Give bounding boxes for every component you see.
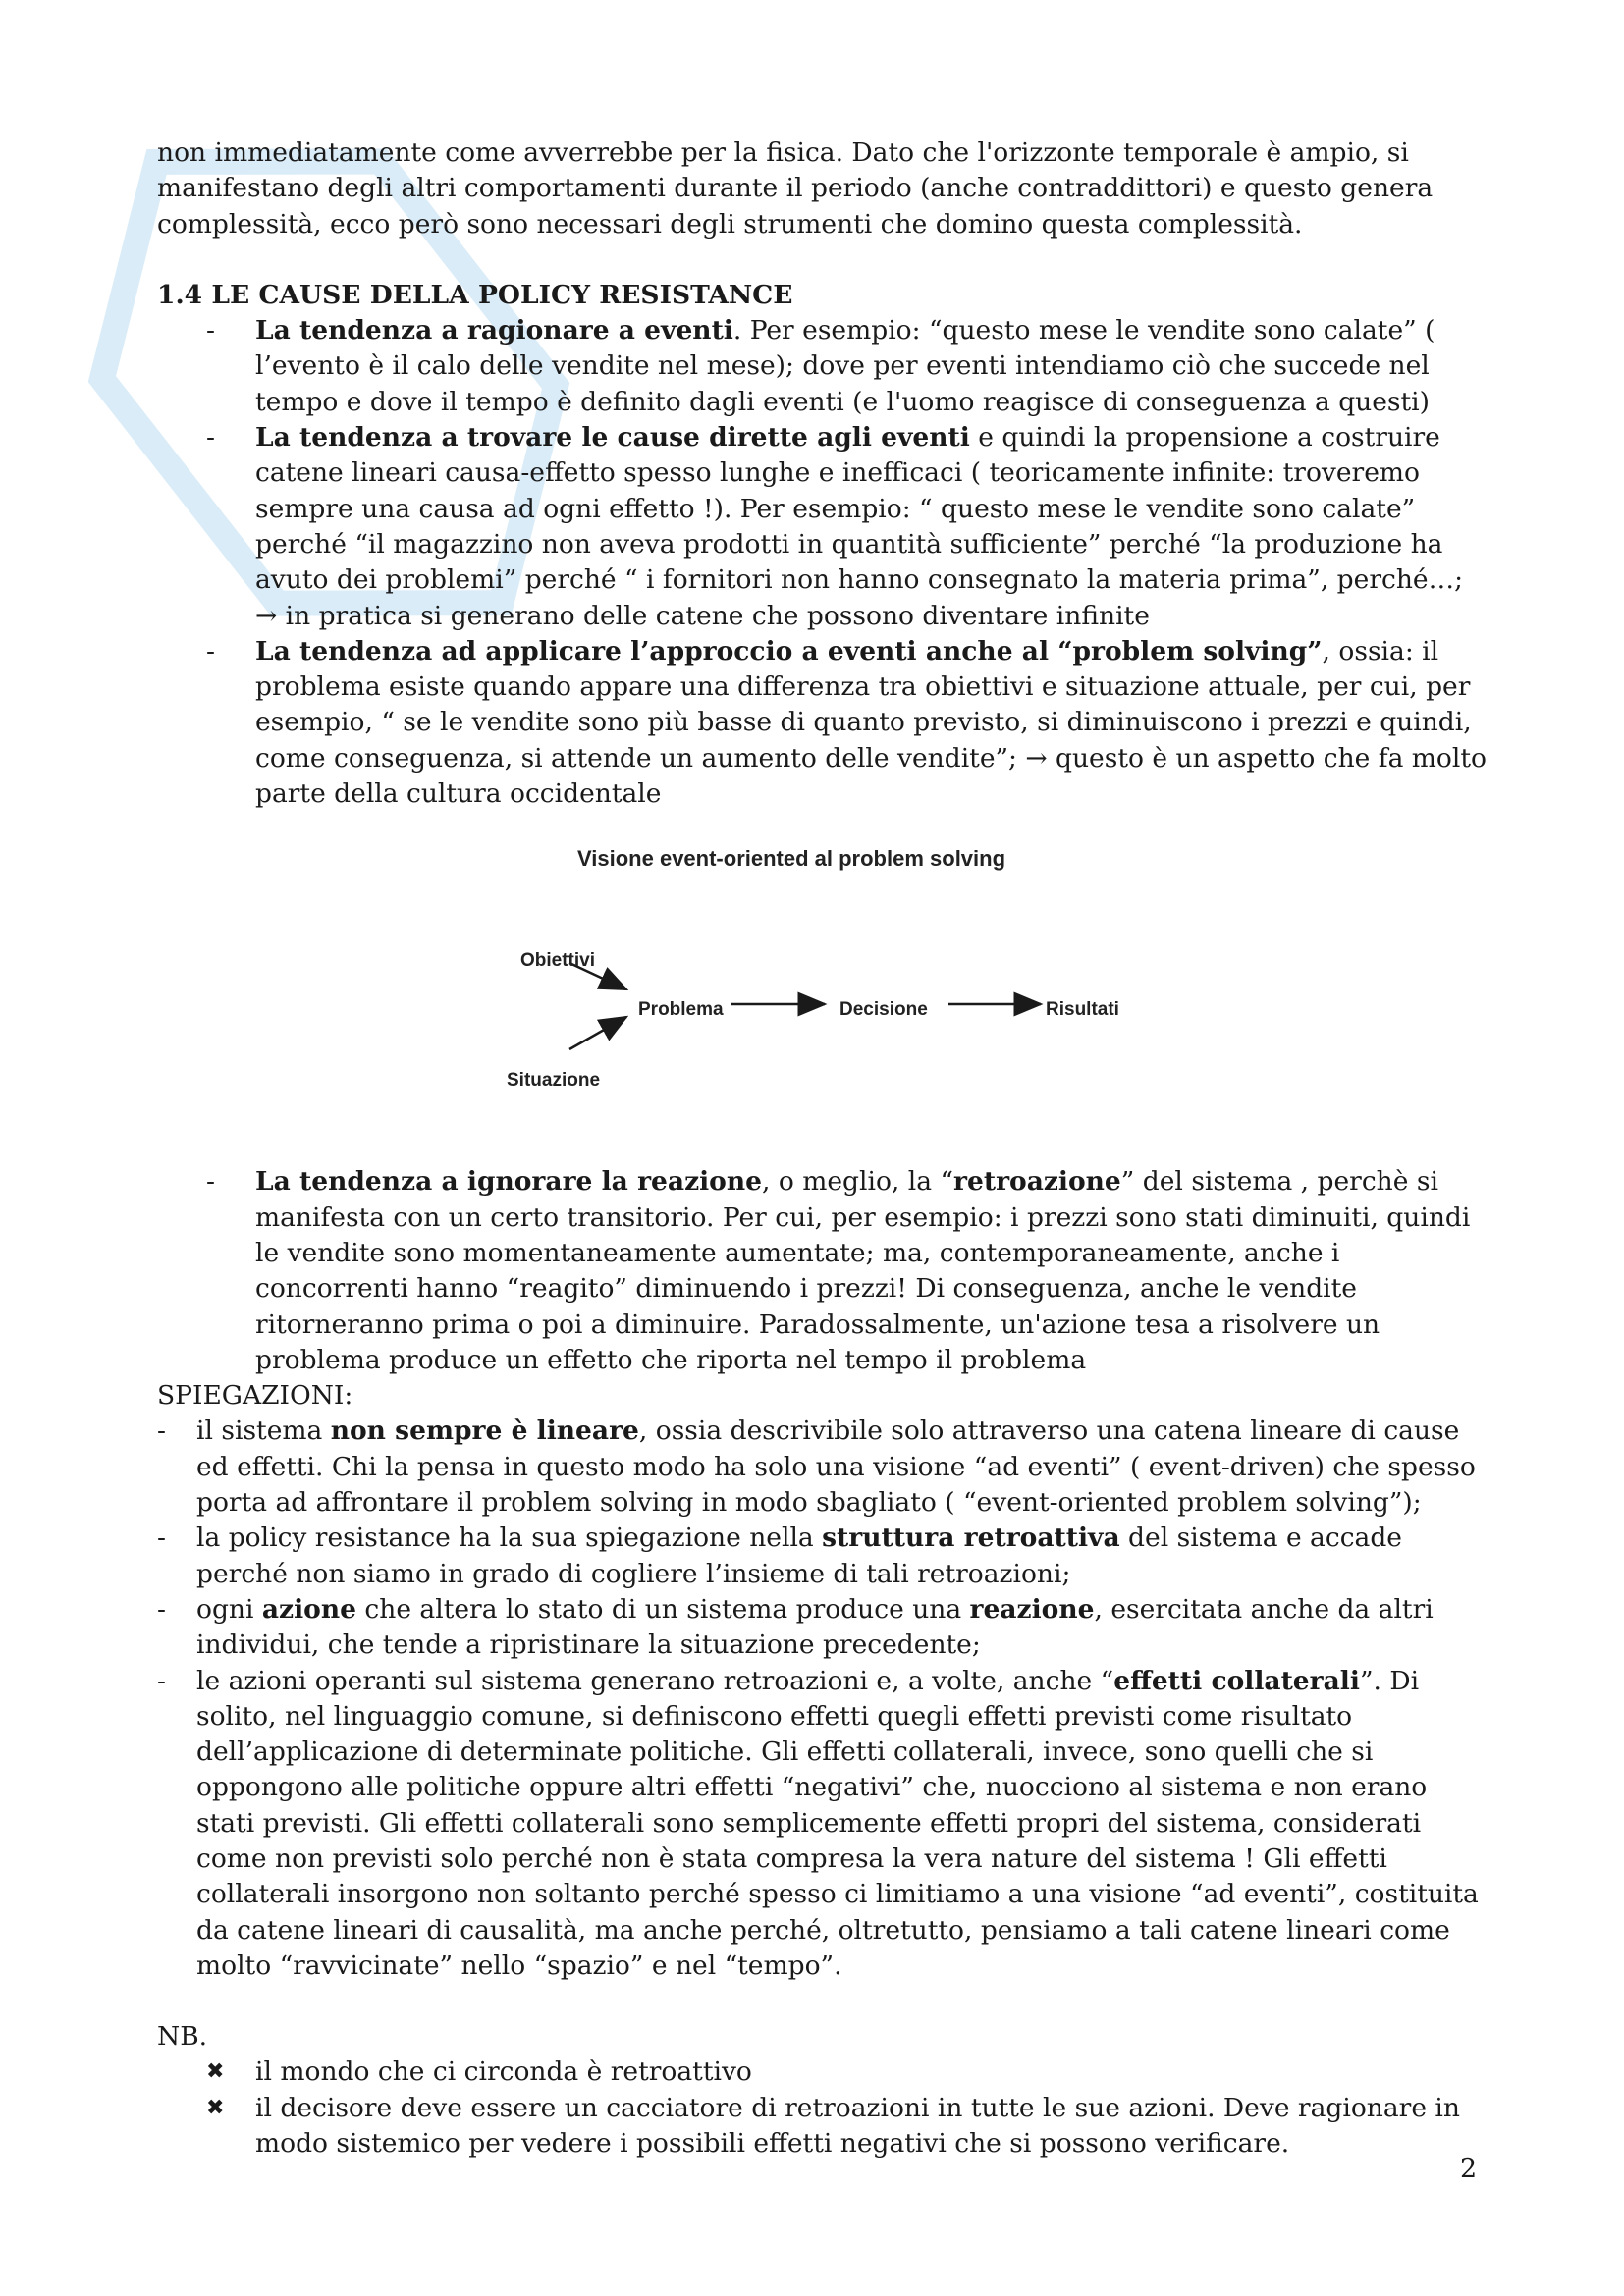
item-text: ” del sistema , perchè si manifesta con un certo transitorio. Per cui, per esempio: i prezzi sono stati diminuiti, quindi le vendite sono momentaneamente aumentate; ma, contemporaneamente, anche i concorrenti hanno “reagito” diminuendo i prezzi! Di conseguenza, anche le vendite ritorneranno prima o poi a diminuire. Paradossalmente, un'azione tesa a risolvere un problema produce un effetto che riporta nel tempo il problema bbox=[255, 1166, 1471, 1375]
bold-phrase: azione bbox=[261, 1593, 356, 1625]
section-heading: 1.4 LE CAUSE DELLA POLICY RESISTANCE bbox=[157, 279, 793, 310]
dash-bullet: - bbox=[206, 1166, 215, 1198]
list-item bbox=[157, 634, 1492, 812]
document-page bbox=[157, 135, 1492, 2162]
bold-phrase: effetti collaterali bbox=[1113, 1665, 1360, 1696]
item-text: , ossia descrivibile solo attraverso una catena lineare di cause ed effetti. Chi la pensa in questo modo ha solo una visione “ad eventi” ( event-driven) che spesso porta ad affrontare il problem solving in modo sbagliato ( “event-oriented problem solving”); bbox=[196, 1415, 1476, 1519]
list-item bbox=[157, 1164, 1492, 1378]
arrow-situazione bbox=[569, 1017, 626, 1049]
bold-phrase: struttura retroattiva bbox=[822, 1522, 1120, 1554]
item-text: le azioni operanti sul sistema generano retroazioni e, a volte, anche “ bbox=[196, 1665, 1114, 1696]
list-item bbox=[157, 1592, 1492, 1664]
diagram-title: Visione event-oriented al problem solving bbox=[577, 846, 1006, 872]
spiegazioni-label: SPIEGAZIONI: bbox=[157, 1380, 353, 1412]
item-text: ”. Di solito, nel linguaggio comune, si definiscono effetti quegli effetti previsti come risultato dell’applicazione di determinate politiche. Gli effetti collaterali, invece, sono quelli che si oppongono alle politiche oppure altri effetti “negativi” che, nuocciono al sistema e non erano stati previsti. Gli effetti collaterali sono semplicemente effetti propri del sistema, considerati come non previsti solo perché non è stata compresa la vera nature del sistema ! Gli effetti collaterali insorgono non soltanto perché spesso ci limitiamo a una visione “ad eventi”, costituita da catene lineari di causalità, ma anche perché, oltretutto, pensiamo a tali catene lineari come molto “ravvicinate” nello “spazio” e nel “tempo”. bbox=[196, 1665, 1479, 1981]
item-text: e quindi la propensione a costruire catene lineari causa-effetto spesso lunghe e inefficaci ( teoricamente infinite: troveremo sempre una causa ad ogni effetto !). Per esempio: “ questo mese le vendite sono calate” perché “il magazzino non aveva prodotti in quantità sufficiente” perché “la produzione ha avuto dei problemi” perché “ i fornitori non hanno consegnato la materia prima”, perché…; → in pratica si generano delle catene che possono diventare infinite bbox=[255, 422, 1464, 631]
dash-bullet: - bbox=[206, 315, 215, 347]
item-text: del sistema e accade perché non siamo in grado di cogliere l’insieme di tali retroazioni; bbox=[196, 1522, 1402, 1589]
dash-bullet: - bbox=[157, 1593, 166, 1625]
intro-paragraph: non immediatamente come avverrebbe per la fisica. Dato che l'orizzonte temporale è ampio, si manifestano degli altri comportamenti durante il periodo (anche contraddittori) e questo genera complessità, ecco però sono necessari degli strumenti che domino questa complessità. bbox=[157, 137, 1434, 240]
item-text: il decisore deve essere un cacciatore di retroazioni in tutte le sue azioni. Deve ragionare in modo sistemico per vedere i possibili effetti negativi che si possono verificare. bbox=[255, 2092, 1460, 2160]
dash-bullet: - bbox=[206, 422, 215, 454]
spiegazioni-list bbox=[157, 1414, 1492, 1984]
item-text: , o meglio, la “ bbox=[762, 1166, 953, 1198]
item-text: il mondo che ci circonda è retroattivo bbox=[255, 2056, 752, 2088]
diagram-arrows bbox=[157, 826, 1492, 1154]
causes-list bbox=[157, 313, 1492, 812]
bold-phrase: La tendenza ad applicare l’approccio a eventi anche al “problem solving” bbox=[255, 635, 1323, 667]
label-situazione: Situazione bbox=[507, 1070, 601, 1092]
item-text: ogni bbox=[196, 1593, 262, 1625]
bold-phrase: reazione bbox=[969, 1593, 1095, 1625]
item-text: la policy resistance ha la sua spiegazione nella bbox=[196, 1522, 823, 1554]
cross-bullet-icon: ✖ bbox=[206, 2059, 225, 2085]
bold-phrase: La tendenza a ignorare la reazione bbox=[255, 1166, 762, 1198]
item-text: il sistema bbox=[196, 1415, 331, 1447]
label-obiettivi: Obiettivi bbox=[520, 950, 596, 972]
list-item bbox=[157, 1414, 1492, 1521]
bold-phrase: La tendenza a trovare le cause dirette agli eventi bbox=[255, 422, 970, 454]
list-item bbox=[157, 2091, 1492, 2163]
dash-bullet: - bbox=[157, 1665, 166, 1696]
item-text: che altera lo stato di un sistema produce una bbox=[355, 1593, 970, 1625]
cross-bullet-icon: ✖ bbox=[206, 2095, 225, 2120]
dash-bullet: - bbox=[206, 635, 215, 667]
label-risultati: Risultati bbox=[1046, 999, 1119, 1021]
causes-list-continued bbox=[157, 1164, 1492, 1378]
bold-phrase: non sempre è lineare bbox=[330, 1415, 639, 1447]
list-item bbox=[157, 313, 1492, 420]
label-decisione: Decisione bbox=[839, 999, 928, 1021]
item-text: , ossia: il problema esiste quando appare una differenza tra obiettivi e situazione attuale, per cui, per esempio, “ se le vendite sono più basse di quanto previsto, si diminuiscono i prezzi e quindi, come conseguenza, si attende un aumento delle vendite”; → questo è un aspetto che fa molto parte della cultura occidentale bbox=[255, 635, 1487, 810]
nb-list bbox=[157, 2055, 1492, 2162]
list-item bbox=[157, 1521, 1492, 1592]
problem-solving-diagram bbox=[157, 826, 1492, 1154]
bold-phrase: La tendenza a ragionare a eventi bbox=[255, 315, 733, 347]
nb-label: NB. bbox=[157, 2021, 208, 2053]
dash-bullet: - bbox=[157, 1415, 166, 1447]
list-item bbox=[157, 1664, 1492, 1985]
bold-phrase: retroazione bbox=[953, 1166, 1121, 1198]
label-problema: Problema bbox=[638, 999, 724, 1021]
dash-bullet: - bbox=[157, 1522, 166, 1554]
item-text: , esercitata anche da altri individui, che tende a ripristinare la situazione precedente; bbox=[196, 1593, 1434, 1661]
item-text: . Per esempio: “questo mese le vendite sono calate” ( l’evento è il calo delle vendite nel mese); dove per eventi intendiamo ciò che succede nel tempo e dove il tempo è definito dagli eventi (e l'uomo reagisce di conseguenza a questi) bbox=[255, 315, 1435, 417]
list-item bbox=[157, 2055, 1492, 2090]
list-item bbox=[157, 420, 1492, 634]
page-number: 2 bbox=[1460, 2154, 1478, 2184]
